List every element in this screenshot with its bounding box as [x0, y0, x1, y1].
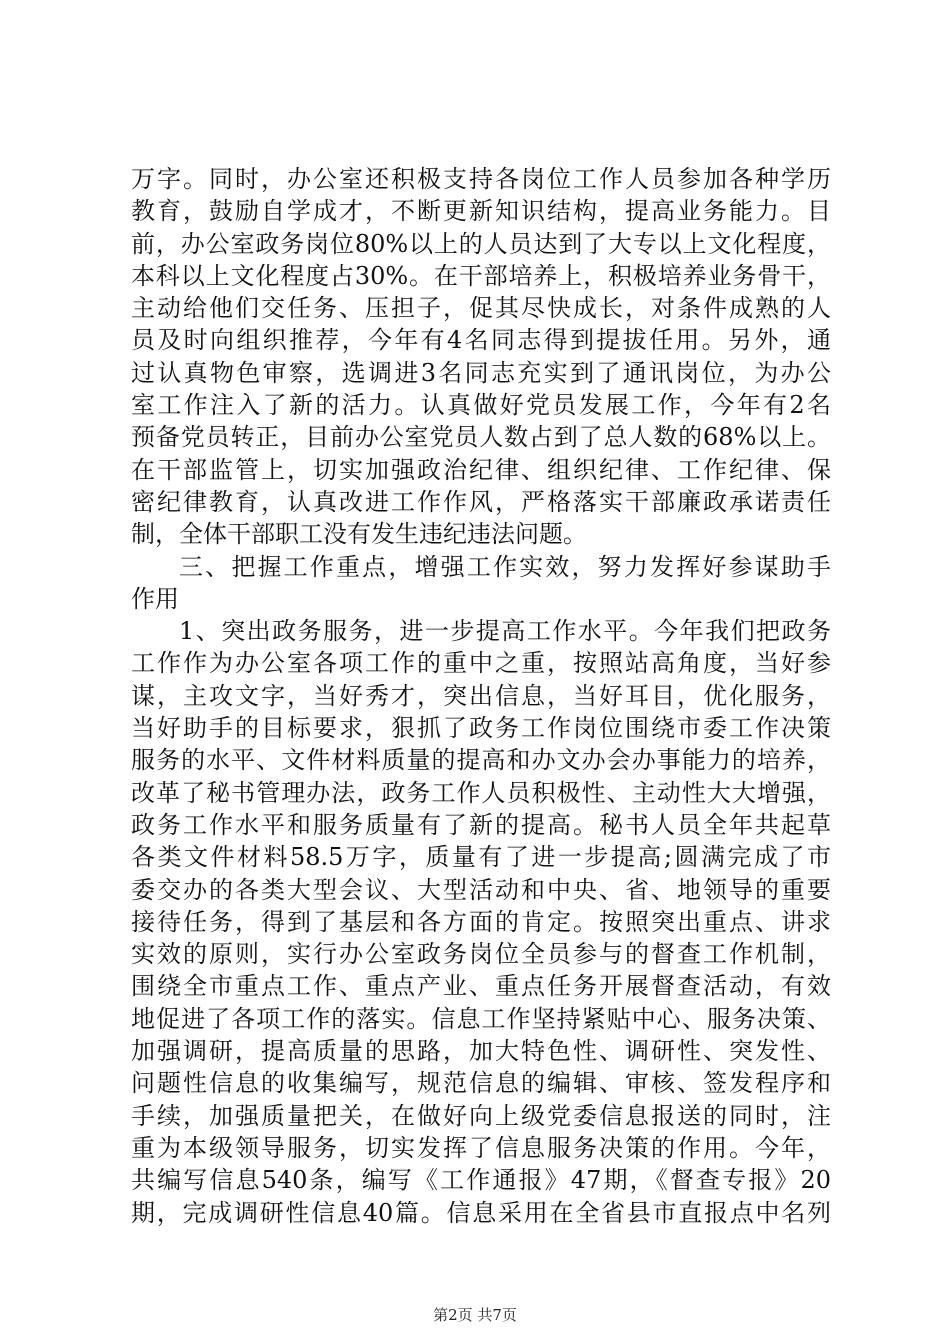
text-line: 制，全体干部职工没有发生违纪违法问题。 [131, 520, 587, 549]
document-body [131, 163, 831, 1229]
text-line: 改革了秘书管理办法，政务工作人员积极性、主动性大大增强， [131, 778, 831, 807]
text-line: 室工作注入了新的活力。认真做好党员发展工作，今年有2名 [131, 391, 831, 420]
text-line: 围绕全市重点工作、重点产业、重点任务开展督查活动，有效 [131, 972, 831, 1001]
text-line: 前，办公室政务岗位80%以上的人员达到了大专以上文化程度， [131, 229, 831, 258]
text-line: 加强调研，提高质量的思路，加大特色性、调研性、突发性、 [131, 1037, 831, 1066]
text-line: 手续，加强质量把关，在做好向上级党委信息报送的同时，注 [131, 1101, 831, 1130]
text-line: 员及时向组织推荐，今年有4名同志得到提拔任用。另外，通 [131, 326, 831, 355]
text-line: 本科以上文化程度占30%。在干部培养上，积极培养业务骨干， [131, 261, 831, 290]
text-line: 服务的水平、文件材料质量的提高和办文办会办事能力的培养， [131, 746, 831, 775]
text-line: 委交办的各类大型会议、大型活动和中央、省、地领导的重要 [131, 875, 831, 904]
text-line: 当好助手的目标要求，狠抓了政务工作岗位围绕市委工作决策 [131, 714, 831, 743]
text-line: 谋，主攻文字，当好秀才，突出信息，当好耳目，优化服务， [131, 681, 831, 710]
text-line: 过认真物色审察，选调进3名同志充实到了通讯岗位，为办公 [131, 358, 831, 387]
text-line: 政务工作水平和服务质量有了新的提高。秘书人员全年共起草 [131, 810, 831, 839]
section-heading-line: 三、把握工作重点，增强工作实效，努力发挥好参谋助手 [179, 552, 831, 581]
text-line: 在干部监管上，切实加强政治纪律、组织纪律、工作纪律、保 [131, 455, 831, 484]
text-line: 实效的原则，实行办公室政务岗位全员参与的督查工作机制， [131, 940, 831, 969]
text-line: 教育，鼓励自学成才，不断更新知识结构，提高业务能力。目 [131, 197, 831, 226]
text-line: 预备党员转正，目前办公室党员人数占到了总人数的68%以上。 [131, 423, 831, 452]
text-line: 密纪律教育，认真改进工作作风，严格落实干部廉政承诺责任 [131, 487, 831, 516]
text-line: 工作作为办公室各项工作的重中之重，按照站高角度，当好参 [131, 649, 831, 678]
text-line: 各类文件材料58.5万字，质量有了进一步提高;圆满完成了市 [131, 843, 831, 872]
text-line: 地促进了各项工作的落实。信息工作坚持紧贴中心、服务决策、 [131, 1004, 831, 1033]
text-line: 1、突出政务服务，进一步提高工作水平。今年我们把政务 [179, 617, 831, 646]
text-line: 接待任务，得到了基层和各方面的肯定。按照突出重点、讲求 [131, 907, 831, 936]
text-line: 问题性信息的收集编写，规范信息的编辑、审核、签发程序和 [131, 1069, 831, 1098]
section-heading-line: 作用 [131, 584, 179, 613]
text-line: 主动给他们交任务、压担子，促其尽快成长，对条件成熟的人 [131, 294, 831, 323]
text-line: 共编写信息540条，编写《工作通报》47期，《督查专报》20 [131, 1166, 831, 1195]
text-line: 万字。同时，办公室还积极支持各岗位工作人员参加各种学历 [131, 165, 831, 193]
text-line: 重为本级领导服务，切实发挥了信息服务决策的作用。今年， [131, 1133, 831, 1162]
page-number-footer: 第2页 共7页 [433, 1306, 517, 1324]
text-line: 期，完成调研性信息40篇。信息采用在全省县市直报点中名列 [131, 1198, 831, 1227]
